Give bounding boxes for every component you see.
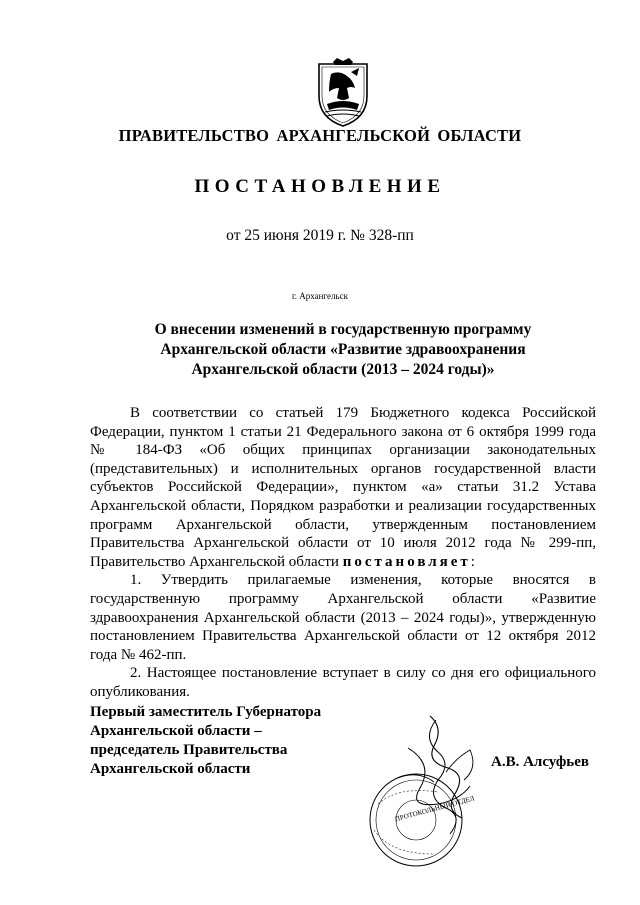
item-2-paragraph: 2. Настоящее постановление вступает в силу со дня его официального опубликования. <box>90 665 596 700</box>
stamp-text: ПРОТОКОЛЬНЫЙ ОТДЕЛ <box>394 794 476 824</box>
document-city: г. Архангельск <box>292 291 348 301</box>
item-1-paragraph: 1. Утвердить прилагаемые изменения, которые вносятся в государственную программу Архангельской области «Развитие здравоохранения Архангельской области (2013 – 2024 годы)», утвержденную постановлением Правительства Архангельской области от 12 октября 2012 года № 462-пп. <box>90 572 596 663</box>
document-title <box>90 320 596 380</box>
title-line: О внесении изменений в государственную программу <box>154 321 532 338</box>
signer-line: Первый заместитель Губернатора <box>90 704 322 720</box>
preamble-text: В соответствии со статьей 179 Бюджетного кодекса Российской Федерации, пунктом 1 статьи 21 Федерального закона от 6 октября 1999 года № 184-ФЗ «Об общих принципах организации законодательных (представительных) и исполнительных органов государственной власти субъектов Российской Федерации», пунктом «а» статьи 31.2 Устава Архангельской области, Порядком разработки и реализации государственных программ Архангельской области, утвержденным постановлением Правительства Архангельской области от 10 июля 2012 года № 299-пп, Правительство Архангельской области <box>90 405 596 570</box>
decrees-word: постановляет <box>342 553 471 570</box>
title-line: Архангельской области «Развитие здравоохранения <box>160 341 526 358</box>
signer-position <box>90 703 321 779</box>
signer-line: Архангельской области <box>90 761 251 777</box>
signer-name: А.В. Алсуфьев <box>491 754 589 770</box>
title-line: Архангельской области (2013 – 2024 годы)» <box>191 361 495 378</box>
preamble-paragraph: В соответствии со статьей 179 Бюджетного кодекса Российской Федерации, пунктом 1 статьи 21 Федерального закона от 6 октября 1999 года № 184-ФЗ «Об общих принципах организации законодательных (представительных) и исполнительных органов государственной власти субъектов Российской Федерации», пунктом «а» статьи 31.2 Устава Архангельской области, Порядком разработки и реализации государственных программ Архангельской области, утвержденным постановлением Правительства Архангельской области от 10 июля 2012 года № 299-пп, Правительство Архангельской области постановляет: <box>90 405 596 570</box>
document-type: ПОСТАНОВЛЕНИЕ <box>194 176 446 197</box>
document-date-number: от 25 июня 2019 г. № 328-пп <box>226 227 414 244</box>
signer-line: председатель Правительства <box>90 742 288 758</box>
coat-of-arms-emblem <box>313 58 373 130</box>
government-name: ПРАВИТЕЛЬСТВО АРХАНГЕЛЬСКОЙ ОБЛАСТИ <box>118 126 522 145</box>
document-body <box>90 404 596 702</box>
signer-line: Архангельской области – <box>90 723 262 739</box>
official-stamp-with-signature <box>338 708 498 868</box>
